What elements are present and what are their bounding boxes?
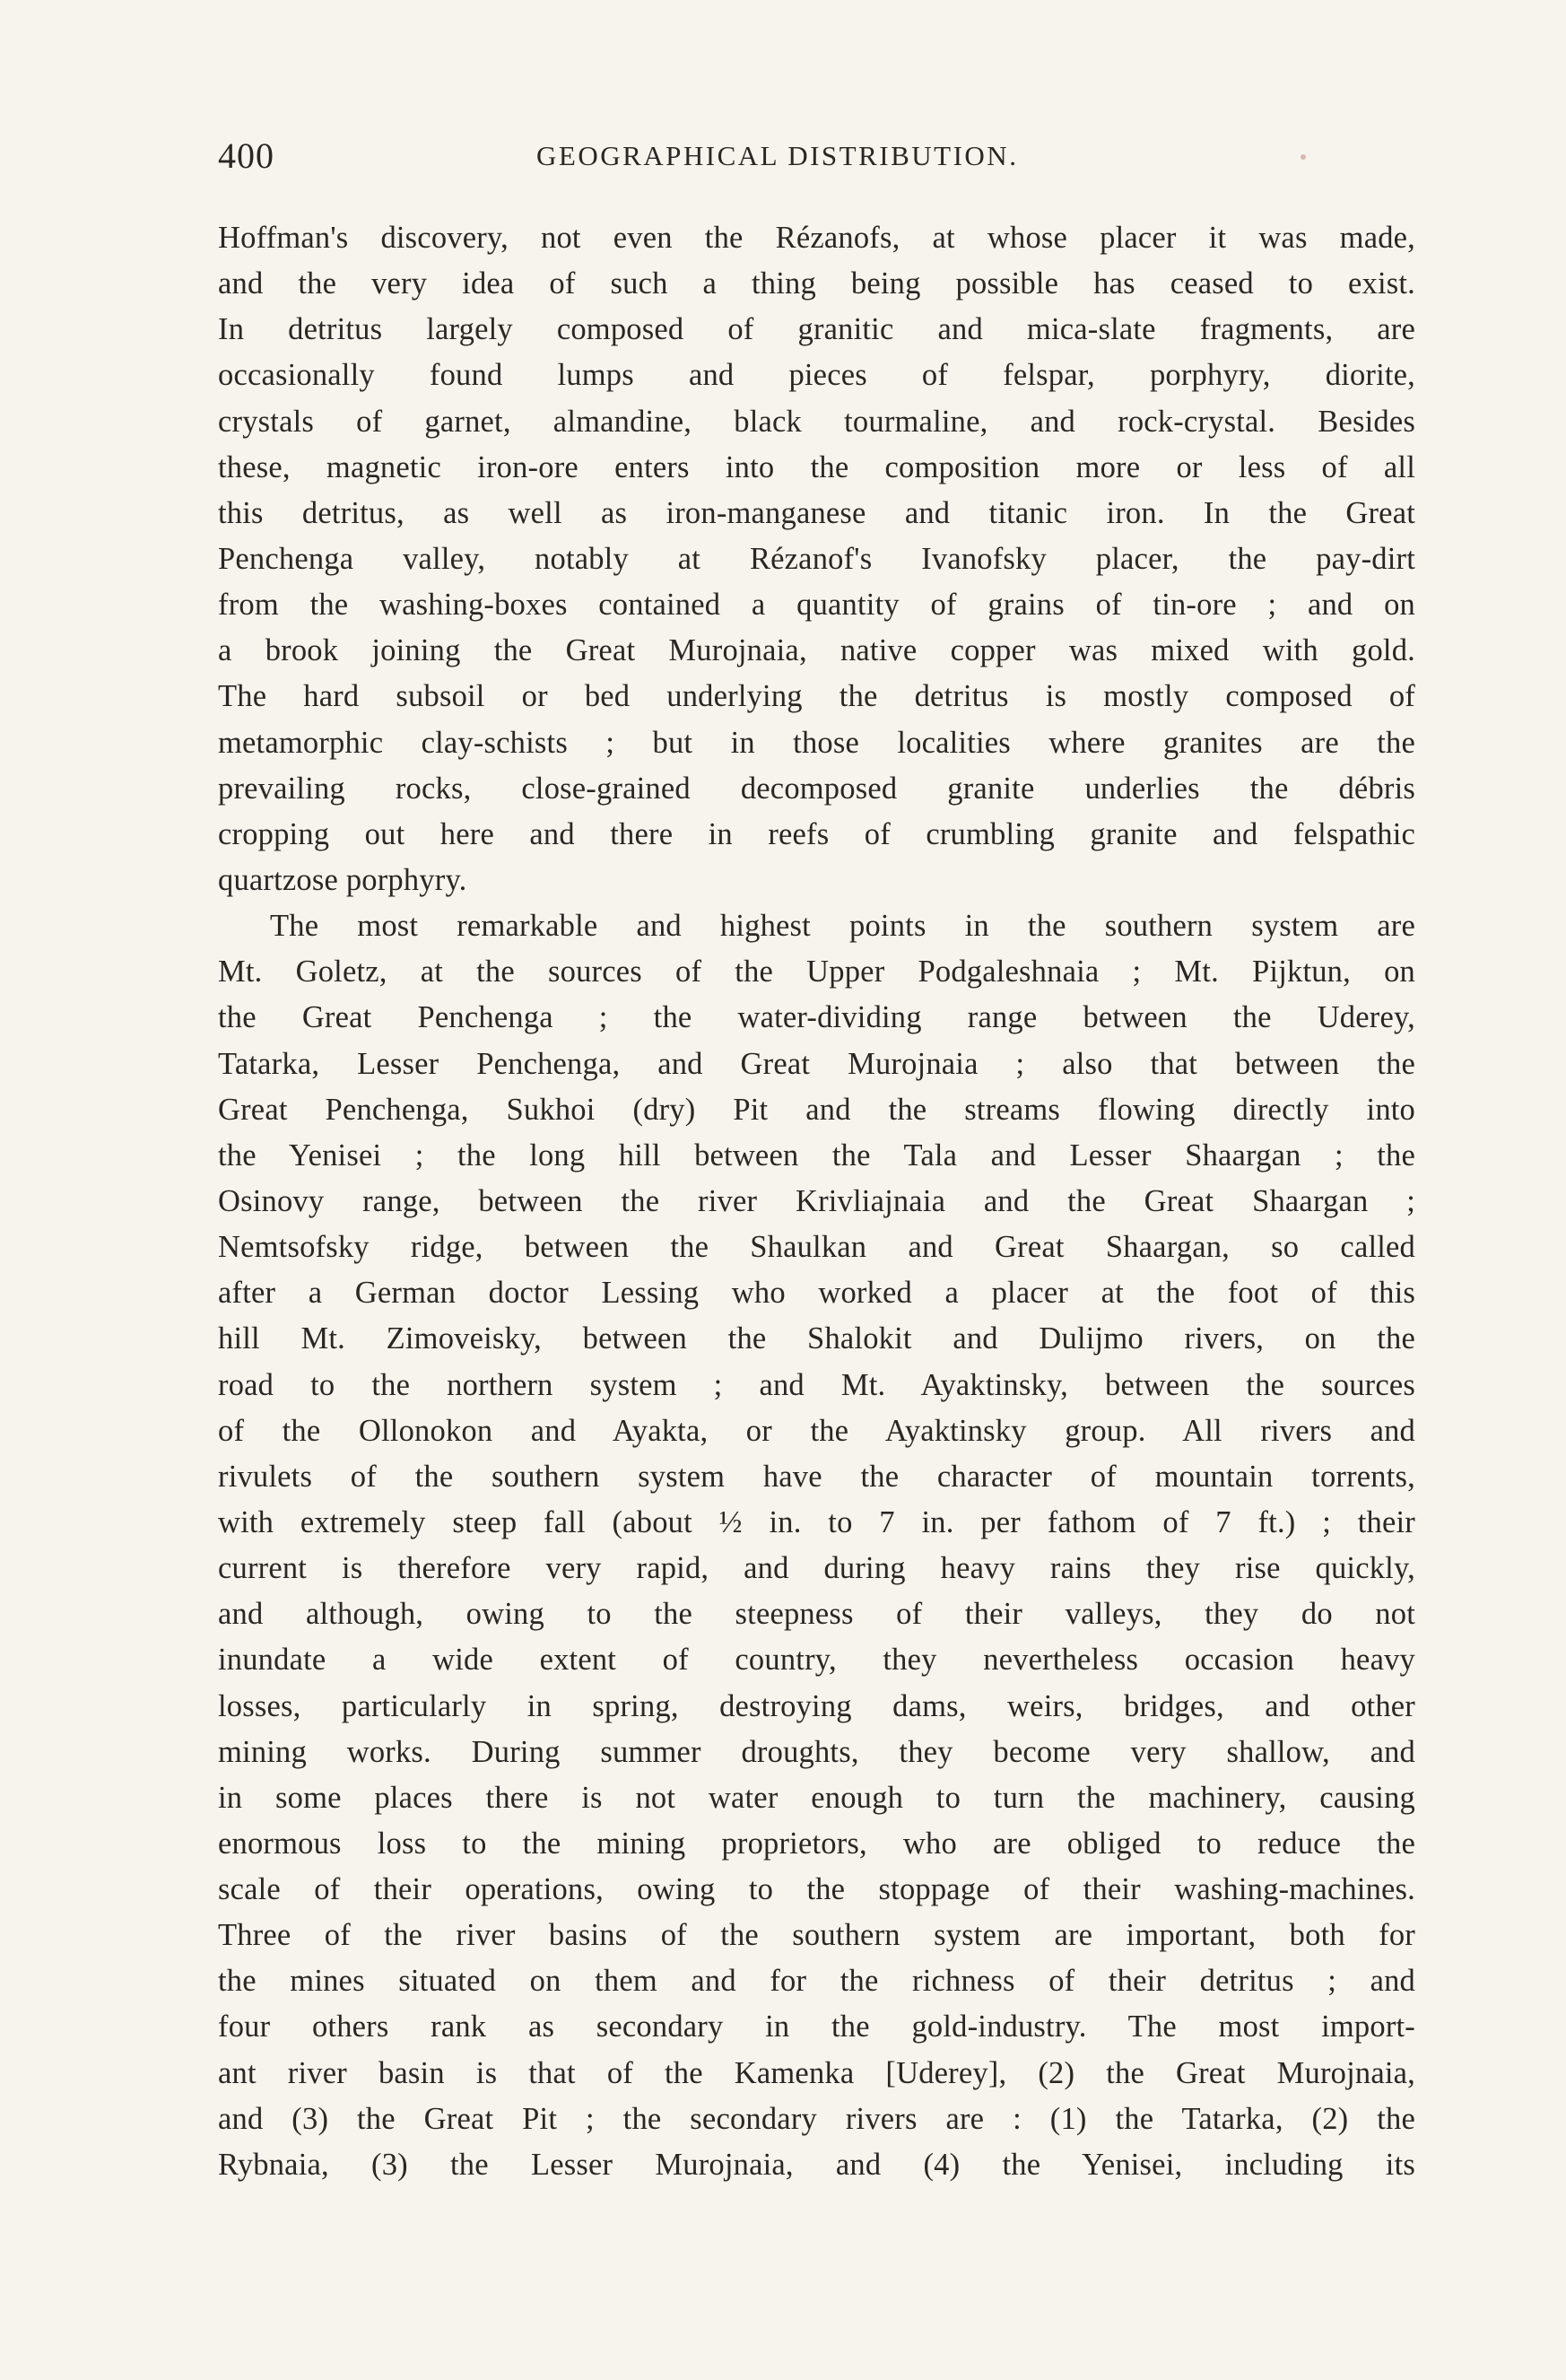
running-head	[218, 135, 1402, 188]
text-line: with extremely steep fall (about ½ in. to 7 in. per fathom of 7 ft.) ; their	[218, 1504, 1415, 1539]
text-line: inundate a wide extent of country, they nevertheless occasion heavy	[218, 1643, 1415, 1678]
running-title: GEOGRAPHICAL DISTRIBUTION.	[536, 140, 1019, 171]
text-line: Rybnaia, (3) the Lesser Murojnaia, and (4) the Yenisei, including its	[218, 2147, 1415, 2182]
text-line: of the Ollonokon and Ayakta, or the Ayaktinsky group. All rivers and	[218, 1413, 1415, 1448]
text-line: rivulets of the southern system have the character of mountain torrents,	[218, 1459, 1415, 1494]
text-line: Nemtsofsky ridge, between the Shaulkan and Great Shaargan, so called	[218, 1230, 1415, 1265]
paragraph-end-line: quartzose porphyry.	[218, 862, 467, 897]
text-line: Penchenga valley, notably at Rézanof's Ivanofsky placer, the pay-dirt	[218, 541, 1415, 576]
text-line: enormous loss to the mining proprietors, who are obliged to reduce the	[218, 1826, 1415, 1861]
body-text	[218, 215, 1415, 2188]
text-line: and the very idea of such a thing being possible has ceased to exist.	[218, 266, 1415, 301]
text-line: mining works. During summer droughts, they become very shallow, and	[218, 1734, 1415, 1769]
text-line: road to the northern system ; and Mt. Ayaktinsky, between the sources	[218, 1367, 1415, 1402]
text-line: Three of the river basins of the southern system are important, both for	[218, 1918, 1415, 1953]
text-line: current is therefore very rapid, and during heavy rains they rise quickly,	[218, 1551, 1415, 1586]
text-line: In detritus largely composed of granitic and mica-slate fragments, are	[218, 312, 1415, 347]
page-number: 400	[218, 135, 274, 176]
text-line: metamorphic clay-schists ; but in those localities where granites are the	[218, 725, 1415, 760]
text-line: Great Penchenga, Sukhoi (dry) Pit and the streams flowing directly into	[218, 1092, 1415, 1127]
text-line: prevailing rocks, close-grained decomposed granite underlies the débris	[218, 771, 1415, 806]
text-line: Hoffman's discovery, not even the Rézanofs, at whose placer it was made,	[218, 221, 1415, 255]
text-line: and although, owing to the steepness of their valleys, they do not	[218, 1597, 1415, 1632]
text-line: cropping out here and there in reefs of crumbling granite and felspathic	[218, 816, 1415, 851]
text-line: occasionally found lumps and pieces of felspar, porphyry, diorite,	[218, 358, 1415, 393]
text-line: this detritus, as well as iron-manganese and titanic iron. In the Great	[218, 495, 1415, 530]
text-line: ant river basin is that of the Kamenka [Uderey], (2) the Great Murojnaia,	[218, 2055, 1415, 2090]
text-line: in some places there is not water enough to turn the machinery, causing	[218, 1780, 1415, 1815]
text-line: the mines situated on them and for the richness of their detritus ; and	[218, 1964, 1415, 1999]
text-line: The hard subsoil or bed underlying the detritus is mostly composed of	[218, 679, 1415, 714]
text-line: after a German doctor Lessing who worked a placer at the foot of this	[218, 1276, 1415, 1311]
text-line: scale of their operations, owing to the stoppage of their washing-machines.	[218, 1872, 1415, 1907]
ink-speck	[1301, 154, 1306, 160]
text-line: and (3) the Great Pit ; the secondary rivers are : (1) the Tatarka, (2) the	[218, 2101, 1415, 2136]
text-line: these, magnetic iron-ore enters into the composition more or less of all	[218, 449, 1415, 484]
text-line: the Great Penchenga ; the water-dividing range between the Uderey,	[218, 1000, 1415, 1035]
text-line: hill Mt. Zimoveisky, between the Shalokit and Dulijmo rivers, on the	[218, 1321, 1415, 1356]
text-line: a brook joining the Great Murojnaia, native copper was mixed with gold.	[218, 633, 1415, 668]
text-line: Tatarka, Lesser Penchenga, and Great Murojnaia ; also that between the	[218, 1046, 1415, 1081]
text-line: losses, particularly in spring, destroying dams, weirs, bridges, and other	[218, 1688, 1415, 1723]
text-line: the Yenisei ; the long hill between the Tala and Lesser Shaargan ; the	[218, 1138, 1415, 1173]
text-line: crystals of garnet, almandine, black tourmaline, and rock-crystal. Besides	[218, 404, 1415, 439]
text-line: Mt. Goletz, at the sources of the Upper Podgaleshnaia ; Mt. Pijktun, on	[218, 955, 1415, 989]
text-line: from the washing-boxes contained a quantity of grains of tin-ore ; and on	[218, 588, 1415, 623]
text-line: four others rank as secondary in the gold-industry. The most import-	[218, 2009, 1415, 2044]
text-line: Osinovy range, between the river Krivliajnaia and the Great Shaargan ;	[218, 1183, 1415, 1218]
paragraph-start-line: The most remarkable and highest points in the southern system are	[270, 909, 1415, 944]
